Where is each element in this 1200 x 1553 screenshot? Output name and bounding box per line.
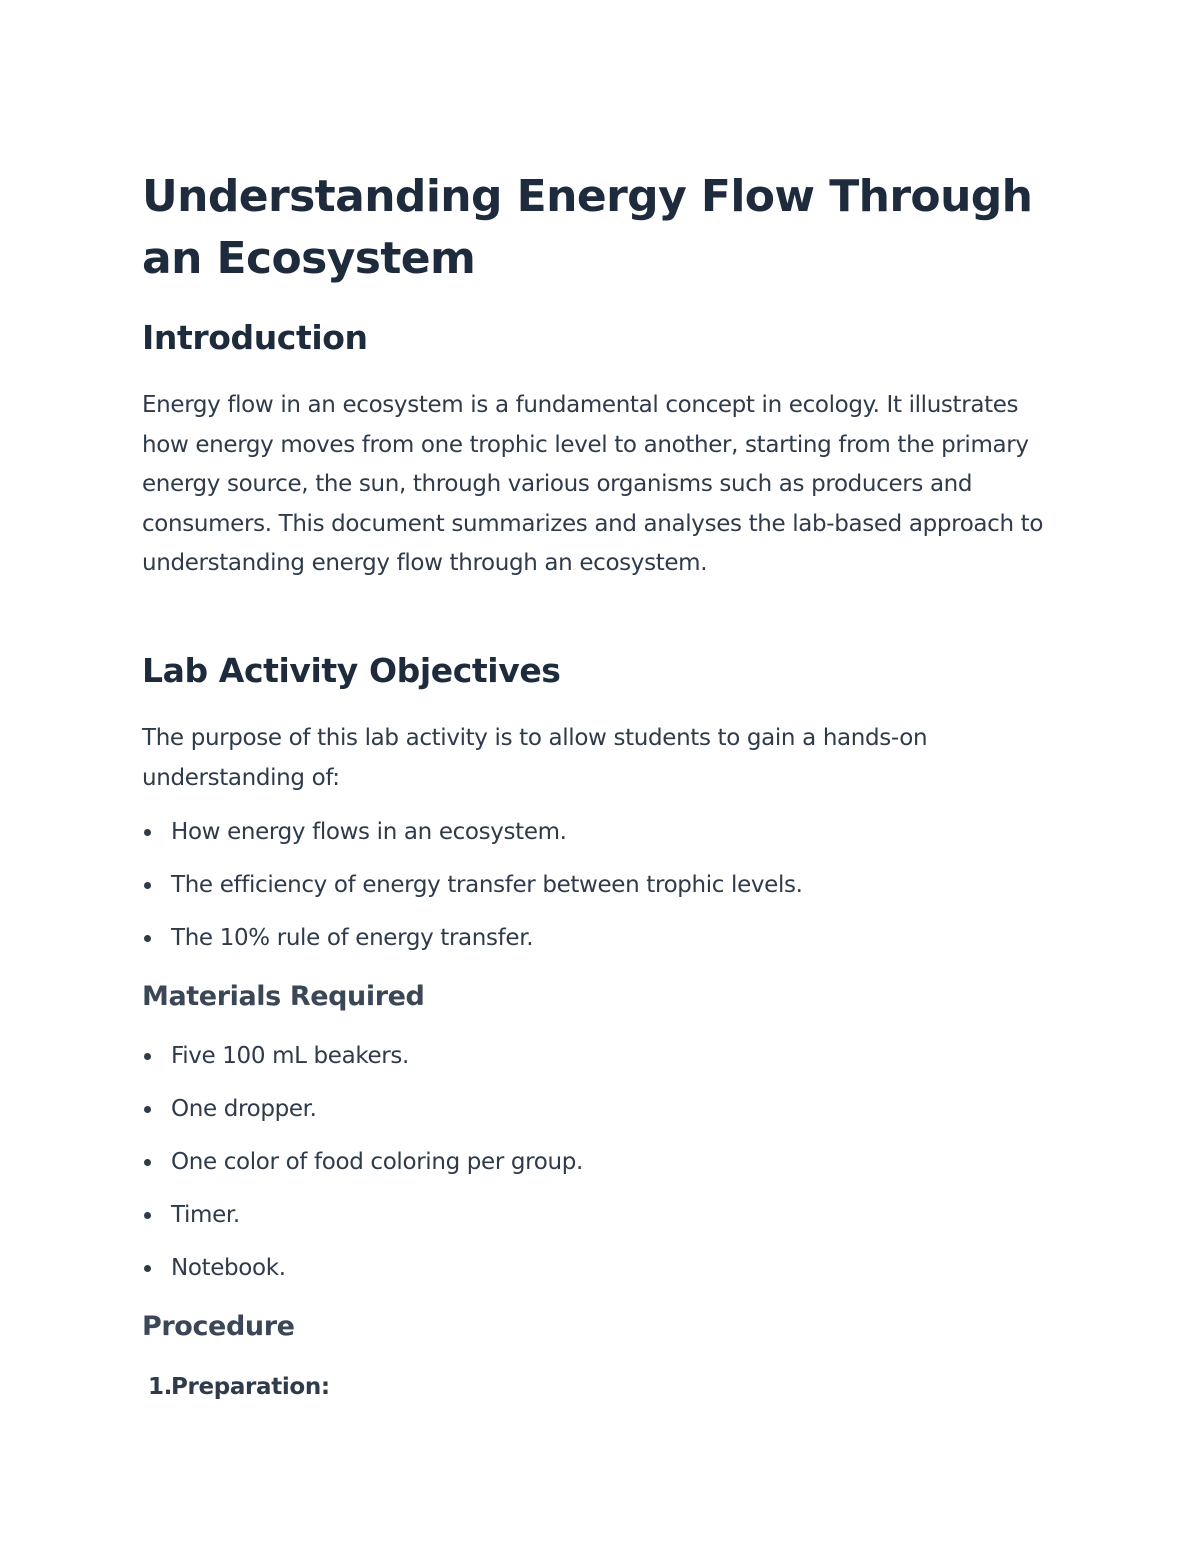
bullet-dot-icon bbox=[144, 882, 151, 889]
bullet-dot-icon bbox=[144, 829, 151, 836]
introduction-heading: Introduction bbox=[142, 318, 368, 357]
list-item-text: Notebook. bbox=[171, 1255, 286, 1281]
procedure-step bbox=[148, 1372, 330, 1402]
bullet-dot-icon bbox=[144, 1053, 151, 1060]
introduction-paragraph: Energy flow in an ecosystem is a fundamental concept in ecology. It illustrates how energy moves from one trophic level to another, starting from the primary energy source, the sun, through various organisms such as producers and consumers. This document summarizes and analyses the lab-based approach to understanding energy flow through an ecosystem. bbox=[142, 392, 1044, 577]
bullet-dot-icon bbox=[144, 1159, 151, 1166]
bullet-dot-icon bbox=[144, 1212, 151, 1219]
list-item bbox=[142, 871, 803, 924]
list-item bbox=[142, 818, 803, 871]
objectives-list bbox=[142, 818, 803, 977]
list-item-text: Five 100 mL beakers. bbox=[171, 1043, 410, 1069]
list-item bbox=[142, 924, 803, 977]
bullet-dot-icon bbox=[144, 935, 151, 942]
bullet-dot-icon bbox=[144, 1265, 151, 1272]
list-item bbox=[142, 1042, 583, 1095]
procedure-step-number: 1. bbox=[148, 1374, 173, 1400]
list-item bbox=[142, 1095, 583, 1148]
procedure-step-label: Preparation: bbox=[171, 1374, 330, 1400]
bullet-dot-icon bbox=[144, 1106, 151, 1113]
list-item-text: One dropper. bbox=[171, 1096, 317, 1122]
list-item-text: One color of food coloring per group. bbox=[171, 1149, 583, 1175]
list-item bbox=[142, 1254, 583, 1307]
document-title: Understanding Energy Flow Through an Ecosystem bbox=[142, 171, 1033, 284]
objectives-intro-paragraph: The purpose of this lab activity is to allow students to gain a hands-on understanding of: bbox=[142, 725, 928, 791]
list-item-text: Timer. bbox=[171, 1202, 240, 1228]
procedure-heading: Procedure bbox=[142, 1311, 295, 1342]
materials-list bbox=[142, 1042, 583, 1307]
list-item-text: The 10% rule of energy transfer. bbox=[171, 925, 534, 951]
list-item bbox=[142, 1201, 583, 1254]
list-item bbox=[142, 1148, 583, 1201]
materials-heading: Materials Required bbox=[142, 981, 425, 1012]
list-item-text: How energy flows in an ecosystem. bbox=[171, 819, 567, 845]
objectives-heading: Lab Activity Objectives bbox=[142, 651, 561, 690]
list-item-text: The efficiency of energy transfer between trophic levels. bbox=[171, 872, 803, 898]
